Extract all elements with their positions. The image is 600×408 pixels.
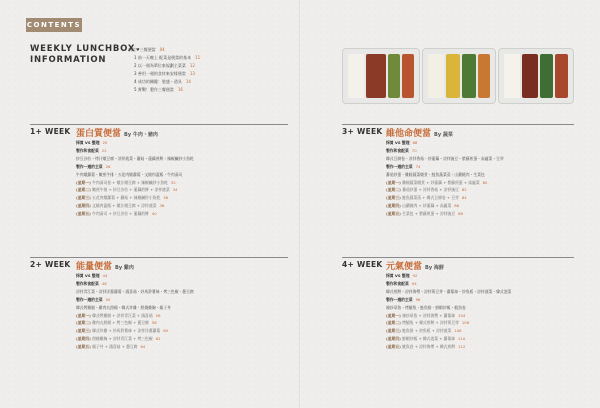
info-title (30, 44, 135, 66)
day-line[interactable] (76, 210, 194, 218)
section-title-text: 元氣便當 (386, 262, 423, 272)
day-label: (星期五) (386, 211, 401, 217)
line-page: 62 (155, 336, 161, 342)
day-menu: 親子丼 + 鴻喜菇 + 蔥豆腐 (92, 344, 138, 350)
section-body-2 (76, 272, 194, 351)
day-label: (星期二) (386, 320, 401, 326)
line-text: 製作一週的主菜 (76, 163, 103, 169)
day-line[interactable] (386, 343, 511, 351)
line[interactable] (76, 139, 194, 147)
line-page: 110 (458, 336, 466, 342)
day-label: (星期四) (76, 203, 91, 209)
line[interactable] (76, 280, 194, 288)
toc-item-page: 16 (177, 87, 183, 92)
day-label: (星期三) (76, 195, 91, 201)
line-text: 牛肉燉蘿蔔・嫩煎牛排・五花肉燉蘿蔔・文燒肉蓋飯・牛肉壽司 (76, 171, 183, 177)
day-line[interactable] (386, 312, 511, 320)
day-line[interactable] (76, 327, 194, 335)
day-menu: 照燒雞胸 + 涼拌青江菜 + 烤三色椒 (92, 336, 153, 342)
line-text: 製作和食配菜 (386, 147, 409, 153)
line-page: 64 (140, 344, 146, 350)
line-page: 84 (461, 195, 467, 201)
toc-item[interactable] (128, 54, 200, 62)
toc-list (128, 46, 200, 94)
line (386, 155, 504, 163)
section-body-1 (76, 139, 194, 218)
week-label-2: 2+ WEEK (30, 260, 71, 269)
day-line[interactable] (76, 343, 194, 351)
day-menu: 生菜包 + 紫蘇煎蛋 + 涼拌豌豆 (402, 211, 456, 217)
line[interactable] (76, 296, 194, 304)
section-divider (342, 257, 574, 258)
line-page: 26 (105, 163, 111, 169)
line-page: 92 (412, 273, 418, 278)
line-page: 70 (411, 147, 417, 153)
day-menu: 鮭魚蔬菜蒸 + 韓式豆腐卷 + 豆芽 (402, 195, 459, 201)
line (386, 288, 511, 296)
day-label: (星期一) (386, 179, 401, 185)
food-side (540, 54, 553, 98)
day-line[interactable] (76, 202, 194, 210)
day-line[interactable] (76, 186, 194, 194)
toc-item[interactable] (128, 62, 200, 70)
lunchbox-photo (498, 48, 574, 104)
day-menu: 牛肉壽司 + 炒豆沙拉 + 蓮藕煎餅 (92, 211, 149, 217)
line-page: 68 (412, 140, 418, 145)
line-page: 82 (461, 187, 467, 193)
day-label: (星期五) (76, 211, 91, 217)
line-page: 112 (458, 344, 466, 350)
section-divider (30, 124, 288, 125)
info-title-line-2: INFORMATION (30, 55, 107, 65)
day-label: (星期三) (386, 328, 401, 334)
day-menu: 魷魚卷 + 涼拌海帶 + 韓式煎餅 (402, 344, 456, 350)
food-rice (504, 54, 520, 98)
section-title-text: 維他命便當 (386, 129, 432, 139)
day-label: (星期四) (386, 203, 401, 209)
line-text: 韓式烤雞腿・雞肉丸照燒・韓式炸雞・照燒雞胸・親子丼 (76, 304, 171, 310)
line-page: 40 (151, 211, 157, 217)
line-page: 22 (101, 147, 107, 153)
day-line[interactable] (76, 194, 194, 202)
day-menu: 雞肉丸照燒 + 烤三色椒 + 蔥豆腐 (92, 320, 149, 326)
day-label: (星期一) (386, 312, 401, 318)
day-label: (星期二) (76, 187, 91, 193)
line-page: 60 (163, 328, 169, 334)
day-label: (星期一) (76, 179, 91, 185)
section-by: By 海鮮 (425, 265, 444, 271)
day-menu: 嫩煎牛排 + 炒豆沙拉 + 蓮藕煎餅 + 涼拌菠菜 (92, 187, 170, 193)
day-line[interactable] (76, 179, 194, 187)
line-page: 56 (155, 312, 161, 318)
line-page: 94 (411, 280, 417, 286)
section-body-3 (386, 139, 504, 218)
line-page: 38 (159, 203, 165, 209)
day-label: (星期四) (76, 336, 91, 342)
day-label: (星期三) (386, 195, 401, 201)
line (76, 171, 194, 179)
line[interactable] (386, 296, 511, 304)
book-spine (299, 0, 301, 408)
toc-item-page: 12 (189, 63, 195, 68)
day-line[interactable] (386, 319, 511, 327)
day-menu: 雞腿蔬菜燉煮 + 炒蓮藕 + 紫蘇煎蛋 + 高麗菜 (402, 179, 480, 185)
day-line[interactable] (386, 194, 504, 202)
toc-item-page: 13 (189, 71, 195, 76)
food-rice (428, 54, 444, 98)
food-side (402, 54, 414, 98)
section-title-text: 能量便當 (76, 262, 113, 272)
line[interactable] (76, 163, 194, 171)
day-line[interactable] (386, 210, 504, 218)
day-line[interactable] (76, 312, 194, 320)
info-title-line-1: WEEKLY LUNCHBOX (30, 44, 136, 54)
section-title-1 (76, 126, 158, 139)
line-text: 採買 VS 整理 (386, 140, 410, 145)
line-text: 辣炒章魚・烤鯖魚・鮭魚排・鮮蝦炒飯・魷魚卷 (386, 304, 466, 310)
day-line[interactable] (386, 327, 511, 335)
toc-item-page: 11 (195, 55, 201, 60)
line-page: 106 (461, 320, 470, 326)
line-text: 韓式豆腐卷・涼拌香菇・炒蓮藕・涼拌豌豆・紫蘇煎蛋・高麗菜・豆芽 (386, 155, 504, 161)
line-page: 36 (163, 195, 169, 201)
line[interactable] (386, 280, 511, 288)
toc-item[interactable] (128, 78, 200, 86)
day-menu: 韓式炸雞 + 炒馬鈴薯絲 + 涼拌洋蔥蘿蔔 (92, 328, 161, 334)
line-page: 98 (415, 296, 421, 302)
contents-tag: CONTENTS (26, 18, 82, 32)
line-page: 108 (454, 328, 462, 334)
section-divider (342, 124, 574, 125)
line-page: 20 (102, 140, 108, 145)
day-menu: 文燒肉蓋飯 + 燉汁燉豆腐 + 涼拌菠菜 (92, 203, 157, 209)
day-label: (星期二) (386, 187, 401, 193)
line-page: 46 (101, 280, 107, 286)
line (76, 288, 194, 296)
toc-item-page: 14 (185, 79, 191, 84)
line-page: 32 (170, 179, 176, 185)
day-menu: 五花肉燉蘿蔔 + 蘑菇 + 辣椒鹹炒小魚乾 (92, 195, 161, 201)
food-side (478, 54, 490, 98)
line-text: 涼拌青江菜・涼拌洋蔥蘿蔔・鴻喜菇・炒馬鈴薯絲・烤三色椒・蔥豆腐 (76, 288, 194, 294)
day-label: (星期五) (386, 344, 401, 350)
toc-item-page: 04 (159, 47, 165, 52)
line-page: 50 (105, 296, 111, 302)
line-text: 製作和食配菜 (76, 147, 99, 153)
food-side (388, 54, 400, 98)
toc-item-text: 4 成功的關鍵：裝盛・道具 (134, 79, 182, 84)
line[interactable] (386, 147, 504, 155)
section-by: By 蔬菜 (434, 132, 453, 138)
line-text: 炒豆沙拉・烤汁燉豆腐・涼拌菠菜・蘑菇・蓮藕煎餅・辣椒鹹炒小魚乾 (76, 155, 194, 161)
line-page: 88 (458, 211, 463, 217)
line-page: 74 (415, 163, 421, 169)
line[interactable] (386, 139, 504, 147)
week-label-4: 4+ WEEK (342, 260, 383, 269)
day-label: (星期四) (386, 336, 401, 342)
line[interactable] (76, 272, 194, 280)
line[interactable] (76, 147, 194, 155)
line-page: 80 (482, 179, 488, 185)
section-divider (30, 257, 288, 258)
line-text: 製作和食配菜 (386, 280, 409, 286)
line (76, 304, 194, 312)
line-text: 製作一週的主菜 (386, 296, 413, 302)
day-menu: 蕃茄炒蛋 + 涼拌香菇 + 涼拌豌豆 (402, 187, 459, 193)
day-line[interactable] (386, 335, 511, 343)
line-page: 104 (458, 312, 466, 318)
day-label: (星期五) (76, 344, 91, 350)
food-rice (348, 54, 364, 98)
food-main (446, 54, 460, 98)
section-by: By 雞肉 (115, 265, 134, 271)
day-menu: 鮭魚排 + 炒魚板 + 涼拌菠菜 (402, 328, 452, 334)
day-label: (星期二) (76, 320, 91, 326)
day-label: (星期三) (76, 328, 91, 334)
toc-item[interactable] (128, 46, 200, 54)
line-page: 86 (454, 203, 460, 209)
day-menu: 辣炒章魚 + 涼拌海帶 + 蘿蔔絲 (402, 312, 456, 318)
day-menu: 牛肉壽司卷 + 燉汁燉豆腐 + 辣椒鹹炒小魚乾 (92, 179, 168, 185)
lunchbox-photo (422, 48, 496, 104)
lunchbox-photo (342, 48, 420, 104)
toc-item-text: 5 實戰！製作三餐便當 (134, 87, 174, 92)
line-text: 採買 VS 整理 (76, 140, 100, 145)
section-by: By 牛肉・豬肉 (124, 132, 158, 138)
line-text: 製作一週的主菜 (76, 296, 103, 302)
line-text: 製作和食配菜 (76, 280, 99, 286)
day-menu: 韓式烤雞腿 + 涼拌青江菜 + 鴻喜菇 (92, 312, 153, 318)
line (386, 304, 511, 312)
section-title-4 (386, 259, 444, 272)
toc-item-text: 1 前一天晚上 配菜是便當的基本 (134, 55, 192, 60)
day-menu: 山藥燒肉 + 炒蓮藕 + 高麗菜 (402, 203, 452, 209)
line-text: 採買 VS 整理 (386, 273, 410, 278)
lunchbox-photos (340, 44, 574, 108)
day-menu: 鮮蝦炒飯 + 韓式泡菜 + 蘿蔔絲 (402, 336, 456, 342)
line-text: 韓式煎餅・涼拌海帶・涼拌黃豆芽・蘿蔔絲・炒魚板・涼拌菠菜・韓式泡菜 (386, 288, 512, 294)
line-text: 製作一週的主菜 (386, 163, 413, 169)
section-title-text: 蛋白質便當 (76, 129, 122, 139)
line-page: 58 (151, 320, 157, 326)
section-title-2 (76, 259, 134, 272)
toc-item-text: 前言♥三餐便當 (128, 47, 156, 52)
line[interactable] (386, 272, 511, 280)
day-line[interactable] (76, 335, 194, 343)
food-main (366, 54, 386, 98)
food-main (522, 54, 538, 98)
day-label: (星期一) (76, 312, 91, 318)
food-side (555, 54, 568, 98)
line-text: 蕃茄炒蛋・雞腿蔬菜燉煮・鮭魚蔬菜蒸・山藥燒肉・生菜包 (386, 171, 485, 177)
day-line[interactable] (386, 202, 504, 210)
section-body-4 (386, 272, 511, 351)
toc-item[interactable] (128, 86, 200, 94)
day-line[interactable] (76, 319, 194, 327)
line-text: 採買 VS 整理 (76, 273, 100, 278)
day-line[interactable] (386, 179, 504, 187)
toc-item-text: 3 善用一週的食材來安排便當 (134, 71, 186, 76)
line-page: 44 (102, 273, 108, 278)
week-label-1: 1+ WEEK (30, 127, 71, 136)
day-menu: 烤鯖魚 + 韓式煎餅 + 涼拌黃豆芽 (402, 320, 459, 326)
line (76, 155, 194, 163)
toc-item[interactable] (128, 70, 200, 78)
section-title-3 (386, 126, 453, 139)
day-line[interactable] (386, 186, 504, 194)
line (386, 171, 504, 179)
line[interactable] (386, 163, 504, 171)
week-label-3: 3+ WEEK (342, 127, 383, 136)
toc-item-text: 2 以一週為單位來規劃主菜菜 (134, 63, 186, 68)
food-side (462, 54, 476, 98)
line-page: 34 (172, 187, 178, 193)
